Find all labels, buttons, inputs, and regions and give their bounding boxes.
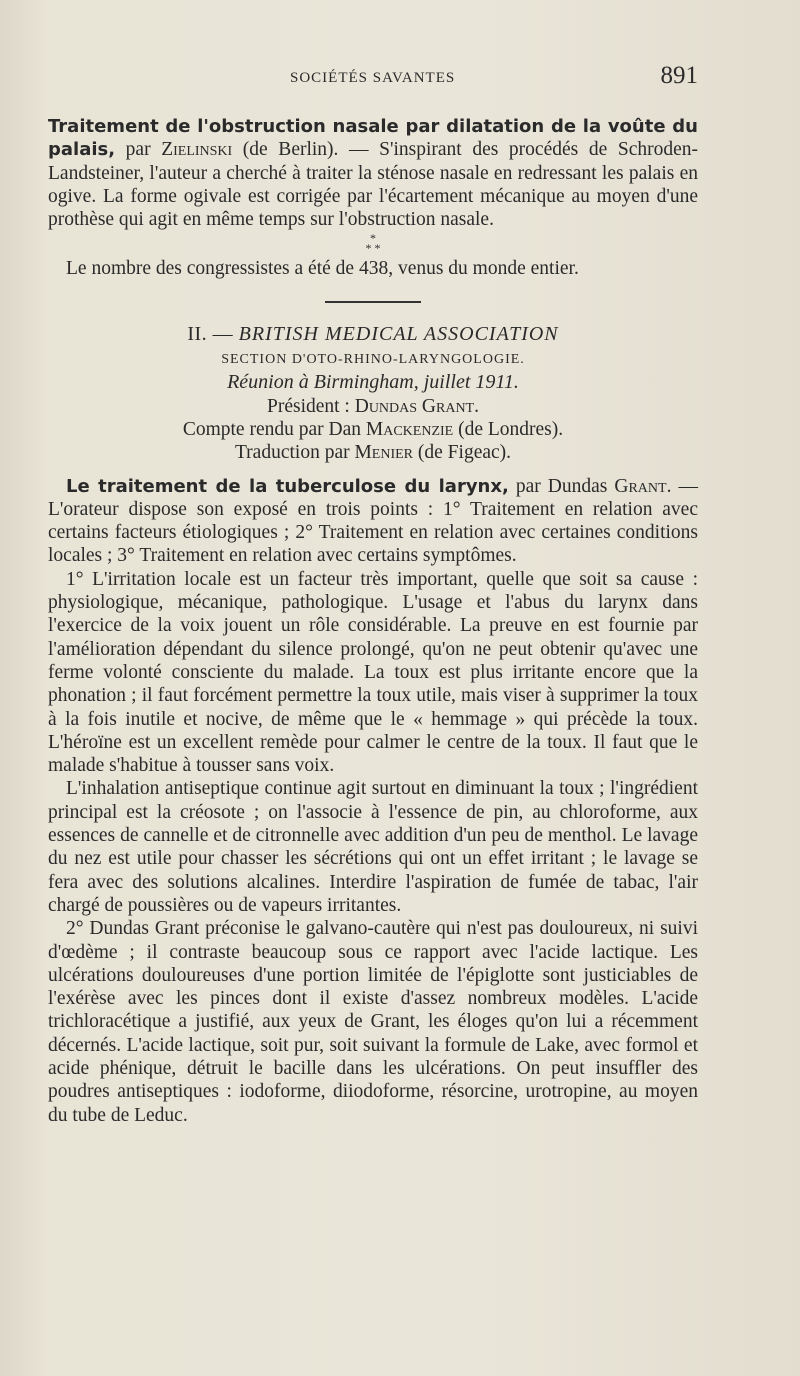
translation-suffix: (de Figeac). [413, 442, 512, 464]
running-head: SOCIÉTÉS SAVANTES [290, 70, 456, 86]
article-grant [48, 475, 698, 568]
report-suffix: (de Londres). [453, 418, 564, 440]
page-body [48, 115, 698, 1127]
section-heading [48, 323, 698, 346]
article-title-2: Le traitement de la tuberculose du larynx, [66, 475, 509, 497]
report-author: Mackenzie [365, 418, 454, 440]
translation-line [48, 441, 698, 464]
report-prefix: Compte rendu par Dan [182, 418, 366, 440]
paragraph-1: 1° L'irritation locale est un facteur très important, quelle que soit sa cause : physiologique, mécanique, pathologique. L'usage et l'abus du larynx dans l'exercice de la voix jouent un rôle considérable. La preuve en est fournie par l'amélioration dépendant du silence prolongé, qu'on ne peut obtenir qu'avec une ferme volonté consciente du malade. La toux est plus irritante encore que la phonation ; il faut forcément permettre la toux utile, mais viser à supprimer la toux à la fois inutile et nocive, de même que le « hemmage » qui précède la toux. L'héroïne est un excellent remède pour calmer le centre de la toux. Il faut que le malade s'habitue à tousser sans voix. [48, 568, 698, 777]
section-break-stars [48, 231, 698, 256]
article-title: Traitement de l'obstruction nasale par dilatation de la voûte du palais, [48, 116, 698, 161]
page-number: 891 [660, 62, 698, 89]
section-subtitle: SECTION D'OTO-RHINO-LARYNGOLOGIE. [221, 352, 525, 368]
translation-prefix: Traduction par [234, 442, 355, 464]
translator-name: Menier [354, 442, 414, 464]
page-header [48, 62, 698, 96]
author-name: Zielinski [161, 139, 233, 161]
article-text: (de Berlin). — S'inspirant des procédés de Schroden-Landsteiner, l'auteur a cherché à traiter la sténose nasale en redressant les palais en ogive. La forme ogivale est corrigée par l'écartement mécanique au moyen d'une prothèse qui agit en même temps sur l'obstruction nasale. [48, 139, 698, 231]
author-name-2: Grant. [614, 475, 672, 497]
report-line [48, 418, 698, 441]
star-top: * [370, 231, 376, 246]
section-numeral: II. — [187, 322, 239, 345]
author-prefix-2: par Dundas [508, 475, 615, 497]
article-zielinski [48, 115, 698, 231]
president-label: Président : [266, 395, 355, 417]
paragraph-2: L'inhalation antiseptique continue agit surtout en diminuant la toux ; l'ingrédient principal est la créosote ; on l'associe à l'essence de pin, au chloroforme, aux essences de cannelle et de citronnelle avec addition d'un peu de menthol. Le lavage du nez est utile pour chasser les sécrétions qui ont un effet irritant ; le lavage se fera avec des solutions alcalines. Interdire l'aspiration de fumée de tabac, l'air chargé de poussières ou de vapeurs irritantes. [48, 778, 698, 916]
article-intro: — L'orateur dispose son exposé en trois points : 1° Traitement en relation avec certains facteurs étiologiques ; 2° Traitement en relation avec certaines conditions locales ; 3° Traitement en relation avec certains symptômes. [48, 475, 698, 567]
section-name: BRITISH MEDICAL ASSOCIATION [238, 322, 559, 345]
meeting-info: Réunion à Birmingham, juillet 1911. [227, 371, 519, 394]
president-name: Dundas Grant. [354, 395, 479, 417]
congress-note: Le nombre des congressistes a été de 438, venus du monde entier. [66, 258, 579, 280]
paragraph-3: 2° Dundas Grant préconise le galvano-cautère qui n'est pas douloureux, ni suivi d'œdème ; il contraste beaucoup sous ce rapport avec l'acide lactique. Les ulcérations douloureuses d'une portion limitée de l'épiglotte sont justiciables de l'exérèse avec les pinces dont il existe d'assez nombreux modèles. L'acide trichloracétique a justifié, aux yeux de Grant, les éloges qu'on lui a récemment décernés. L'acide lactique, soit pur, soit suivant la formule de Lake, avec formol et acide phénique, détruit le bacille dans les ulcérations. On peut insuffler des poudres antiseptiques : iodoforme, diiodoforme, résorcine, urotropine, au moyen du tube de Leduc. [48, 918, 698, 1126]
president-line [48, 395, 698, 418]
horizontal-rule [325, 301, 421, 303]
author-prefix: par [115, 139, 162, 161]
star-bottom: * * [365, 241, 381, 256]
